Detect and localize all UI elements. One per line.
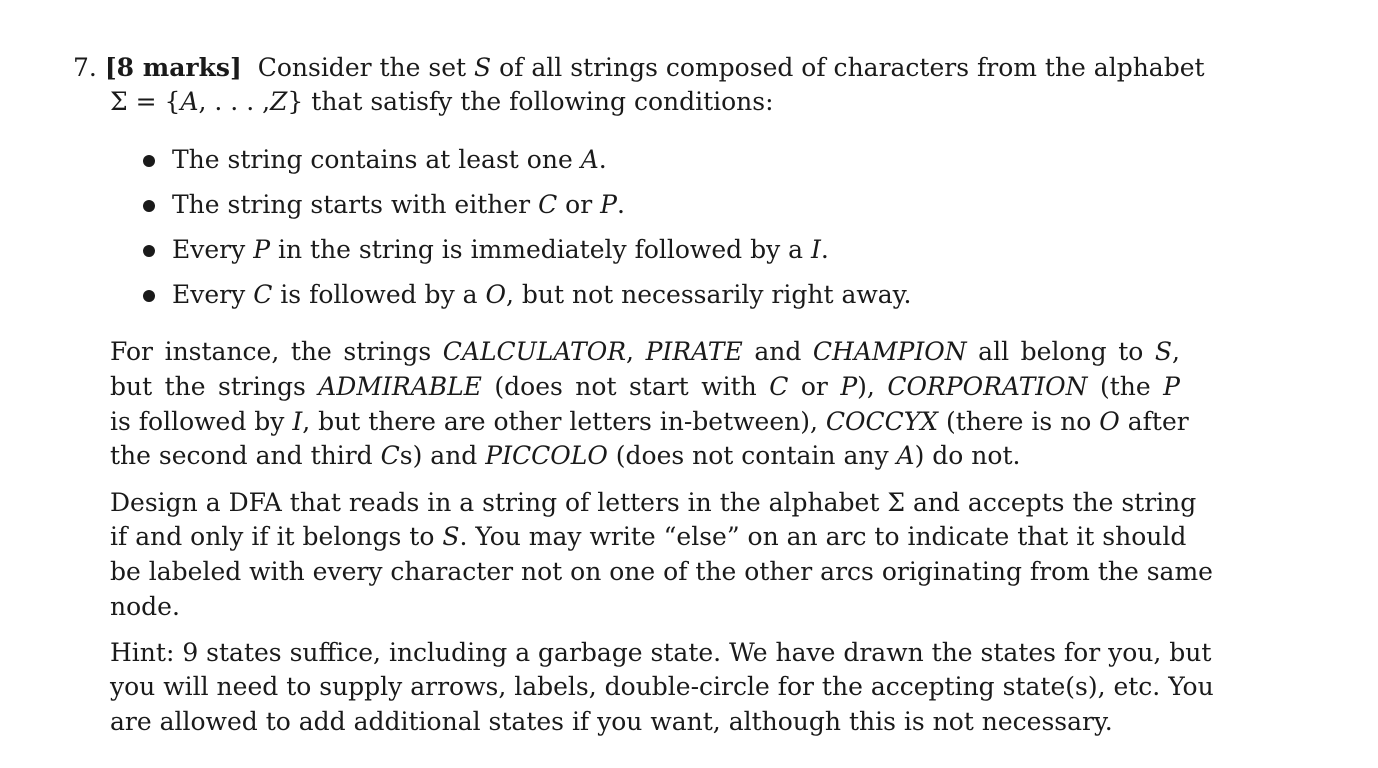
bullet-icon [143,245,155,257]
alphabet-close: } [287,87,304,116]
condition-item-1: The string contains at least one A. [172,145,607,174]
examples-line-2: but the strings ADMIRABLE (does not start with C or P), CORPORATION (the P [110,372,1180,401]
question-number: 7. [73,53,97,82]
condition-item-4: Every C is followed by a O, but not necessarily right away. [172,280,912,309]
alphabet-def: = { [135,87,181,116]
condition-item-3: Every P in the string is immediately followed by a I. [172,235,829,264]
alphabet-last: Z [270,87,288,116]
examples-line-1: For instance, the strings CALCULATOR, PIRATE and CHAMPION all belong to S, [110,337,1180,366]
hint-line-3: are allowed to add additional states if you want, although this is not necessary. [110,707,1113,736]
design-line-4: node. [110,592,180,621]
alphabet-symbol: Σ [110,87,128,116]
examples-line-4: the second and third Cs) and PICCOLO (does not contain any A) do not. [110,441,1021,470]
bullet-icon [143,155,155,167]
design-line-2: if and only if it belongs to S. You may write “else” on an arc to indicate that it should [110,522,1187,551]
design-line-3: be labeled with every character not on one of the other arcs originating from the same [110,557,1213,586]
bullet-icon [143,200,155,212]
question-line-1 [73,53,1205,83]
condition-item-2: The string starts with either C or P. [172,190,625,219]
hint-line-1: Hint: 9 states suffice, including a garbage state. We have drawn the states for you, but [110,638,1212,667]
design-line-1: Design a DFA that reads in a string of letters in the alphabet Σ and accepts the string [110,488,1197,517]
intro-text-1: Consider the set [257,53,467,82]
alphabet-sep: , . . . , [198,87,271,116]
examples-line-3: is followed by I, but there are other letters in-between), COCCYX (there is no O after [110,407,1189,436]
intro-text-3: that satisfy the following conditions: [311,87,774,116]
question-marks: [8 marks] [104,53,242,82]
hint-line-2: you will need to supply arrows, labels, double-circle for the accepting state(s), etc. You [110,672,1214,701]
set-symbol: S [474,53,492,82]
intro-text-2: of all strings composed of characters from the alphabet [499,53,1205,82]
alphabet-first: A [180,87,199,116]
question-line-2 [110,87,774,117]
bullet-icon [143,290,155,302]
